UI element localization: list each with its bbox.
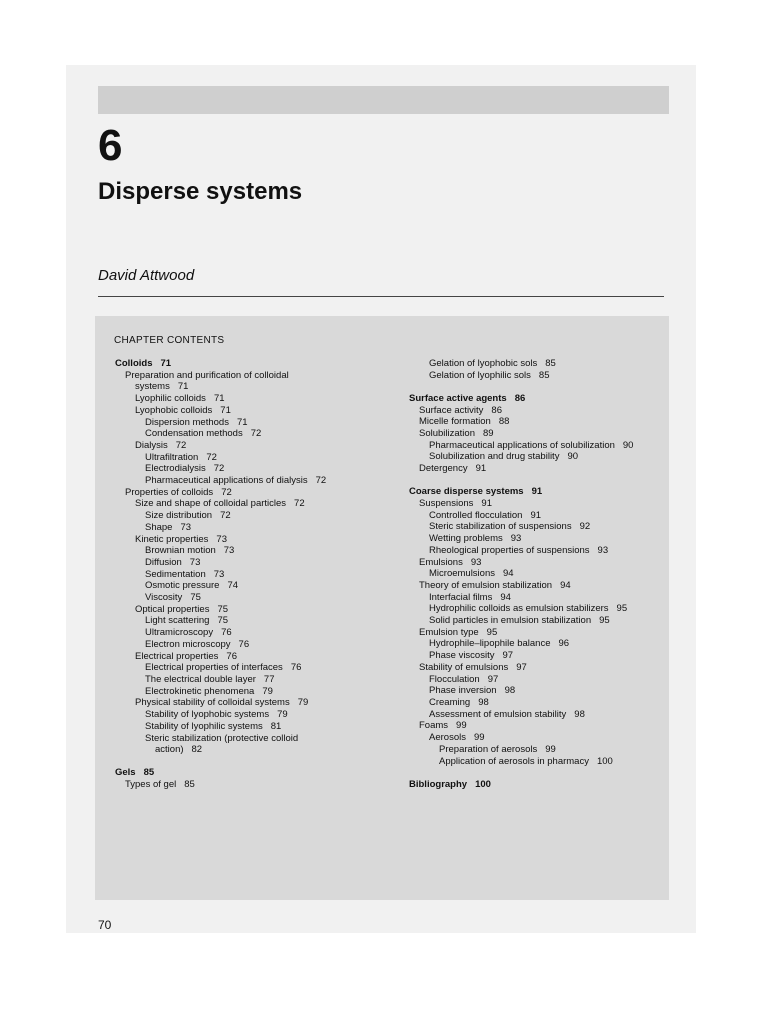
toc-entry-page: 91: [475, 463, 487, 475]
toc-entry-title: Optical properties: [135, 603, 210, 615]
toc-entry-title: Suspensions: [419, 498, 474, 510]
toc-entry: [115, 417, 395, 429]
toc-entry-title: Size and shape of colloidal particles: [135, 498, 287, 510]
toc-entry: [409, 440, 664, 452]
toc-entry-page: 76: [221, 627, 232, 639]
toc-entry-title: Ultramicroscopy: [145, 627, 214, 639]
toc-entry-title: Lyophilic colloids: [135, 393, 206, 405]
author-rule: [98, 296, 664, 297]
toc-entry: [409, 685, 664, 697]
toc-entry: [115, 463, 395, 475]
toc-entry: [115, 498, 395, 510]
toc-column-left: [115, 358, 395, 791]
toc-entry-page: 93: [510, 533, 522, 545]
toc-entry-page: 88: [498, 416, 510, 428]
toc-entry-page: 71: [160, 358, 172, 369]
toc-entry-title: Emulsions: [419, 556, 463, 568]
toc-section-heading: [115, 767, 395, 779]
chapter-title: Disperse systems: [98, 178, 303, 205]
toc-entry-title: Steric stabilization (protective colloid: [145, 732, 299, 744]
toc-entry-page: 91: [531, 486, 543, 498]
toc-entry-page: 72: [250, 428, 262, 440]
toc-entry-page: 86: [491, 404, 502, 416]
toc-entry-page: 77: [263, 673, 275, 685]
toc-entry-page: 72: [175, 439, 187, 451]
toc-entry-title: Stability of lyophobic systems: [145, 709, 270, 721]
toc-entry-title: Hydrophile–lipophile balance: [429, 638, 551, 650]
toc-entry: [115, 615, 395, 627]
toc-entry-title: Microemulsions: [429, 568, 495, 580]
toc-entry-title: Preparation and purification of colloidal: [125, 369, 289, 381]
toc-entry: [409, 358, 664, 370]
toc-entry-title: Coarse disperse systems: [409, 486, 524, 498]
toc-entry-title: Assessment of emulsion stability: [429, 708, 567, 720]
toc-entry: [115, 487, 395, 499]
toc-entry-title: Dialysis: [135, 439, 168, 451]
toc-entry: [115, 604, 395, 616]
toc-entry-page: 72: [221, 486, 232, 498]
toc-entry-page: 90: [622, 439, 634, 451]
toc-entry: [409, 732, 664, 744]
toc-entry-page: 72: [315, 475, 327, 487]
toc-entry-page: 93: [597, 544, 609, 556]
toc-entry-title: Micelle formation: [419, 416, 491, 428]
toc-entry: [409, 370, 664, 382]
toc-entry-title: Detergency: [419, 463, 468, 475]
toc-entry-title: The electrical double layer: [145, 673, 256, 685]
toc-entry: [115, 475, 395, 487]
toc-entry-title: Electron microscopy: [145, 638, 231, 650]
toc-entry: [409, 697, 664, 709]
toc-entry-title: Gels: [115, 767, 136, 779]
toc-entry-page: 71: [236, 416, 248, 428]
toc-entry: [115, 405, 395, 417]
toc-entry-page: 73: [189, 556, 201, 568]
toc-entry: [409, 580, 664, 592]
toc-entry: [115, 452, 395, 464]
toc-entry: [409, 650, 664, 662]
toc-entry-title: Surface activity: [419, 404, 484, 416]
toc-entry-page: 79: [297, 697, 309, 709]
toc-entry-title: Electrical properties: [135, 650, 219, 662]
toc-entry-title: Condensation methods: [145, 428, 243, 440]
toc-entry-page: 97: [516, 661, 527, 673]
toc-entry: [115, 674, 395, 686]
toc-entry-title: Types of gel: [125, 779, 177, 791]
toc-gap: [409, 767, 664, 779]
toc-entry-title: Size distribution: [145, 510, 213, 522]
toc-entry: [409, 405, 664, 417]
toc-entry: [115, 662, 395, 674]
toc-entry-page: 73: [216, 533, 227, 545]
toc-entry-title: Phase viscosity: [429, 650, 495, 662]
toc-entry-page: 71: [220, 404, 231, 416]
toc-section-heading: [409, 779, 664, 791]
toc-entry-page: 98: [478, 696, 489, 708]
toc-entry-page: 74: [227, 580, 239, 592]
toc-entry-page: 85: [538, 369, 550, 381]
toc-entry-title: Theory of emulsion stabilization: [419, 579, 553, 591]
toc-entry-title: Electrokinetic phenomena: [145, 685, 255, 697]
toc-entry: [409, 533, 664, 545]
toc-entry: [115, 510, 395, 522]
toc-entry-title: Steric stabilization of suspensions: [429, 521, 572, 533]
toc-entry-page: 95: [599, 615, 610, 627]
toc-entry-page: 72: [213, 463, 225, 475]
toc-entry-title: Emulsion type: [419, 626, 479, 638]
toc-entry-page: 75: [217, 603, 229, 615]
toc-entry-page: 100: [475, 778, 491, 790]
toc-entry-page: 75: [190, 592, 201, 604]
toc-entry-title: Pharmaceutical applications of dialysis: [145, 475, 308, 487]
toc-entry-title: Application of aerosols in pharmacy: [439, 755, 589, 767]
toc-entry-title: Lyophobic colloids: [135, 404, 213, 416]
toc-entry: [115, 779, 395, 791]
toc-entry-page: 85: [545, 358, 556, 369]
toc-entry: [115, 686, 395, 698]
toc-entry: [115, 440, 395, 452]
toc-entry: [409, 521, 664, 533]
toc-section-heading: [115, 358, 395, 370]
toc-entry-page: 99: [456, 720, 467, 732]
toc-entry-title: Sedimentation: [145, 568, 206, 580]
toc-entry: [115, 370, 395, 382]
toc-entry-title: Stability of lyophilic systems: [145, 720, 263, 732]
toc-entry: [409, 568, 664, 580]
toc-entry: [409, 545, 664, 557]
toc-entry: [115, 393, 395, 405]
chapter-header-bar: [98, 86, 669, 114]
toc-entry-page: 93: [470, 556, 482, 568]
toc-column-right: [409, 358, 664, 790]
toc-entry-title: Pharmaceutical applications of solubilization: [429, 439, 615, 451]
toc-entry-title: Kinetic properties: [135, 533, 209, 545]
toc-entry-title: Electrodialysis: [145, 463, 206, 475]
toc-entry-title: Diffusion: [145, 556, 182, 568]
toc-entry-title: Solubilization: [419, 428, 475, 440]
toc-entry-title: Gelation of lyophilic sols: [429, 369, 531, 381]
toc-entry: [115, 733, 395, 745]
toc-entry-title: Surface active agents: [409, 392, 507, 404]
toc-entry-title: Light scattering: [145, 615, 210, 627]
toc-entry-page: 95: [616, 603, 628, 615]
toc-entry-title: Hydrophilic colloids as emulsion stabilizers: [429, 603, 609, 615]
toc-entry-title: Flocculation: [429, 673, 480, 685]
toc-gap: [409, 381, 664, 393]
toc-entry-page: 97: [502, 650, 514, 662]
toc-entry-title: Phase inversion: [429, 685, 497, 697]
toc-entry-page: 85: [184, 779, 195, 791]
toc-entry: [115, 569, 395, 581]
toc-section-heading: [409, 486, 664, 498]
toc-entry-title: Osmotic pressure: [145, 580, 220, 592]
toc-entry-page: 86: [514, 392, 526, 404]
toc-section-heading: [409, 393, 664, 405]
toc-entry: [115, 428, 395, 440]
toc-entry: [115, 592, 395, 604]
toc-entry: [115, 522, 395, 534]
toc-entry: [409, 463, 664, 475]
toc-entry: [115, 381, 395, 393]
toc-entry: [115, 545, 395, 557]
toc-entry-page: 95: [486, 626, 498, 638]
toc-entry-title: Rheological properties of suspensions: [429, 544, 590, 556]
toc-entry-page: 100: [596, 755, 613, 767]
toc-entry: [409, 674, 664, 686]
toc-entry-title: Physical stability of colloidal systems: [135, 697, 290, 709]
toc-entry-page: 76: [290, 662, 302, 674]
toc-entry: [409, 603, 664, 615]
toc-entry-title: Foams: [419, 720, 449, 732]
toc-gap: [409, 475, 664, 487]
toc-gap: [115, 756, 395, 768]
toc-entry: [409, 498, 664, 510]
toc-entry-page: 71: [177, 381, 189, 393]
toc-entry-title: Solid particles in emulsion stabilization: [429, 615, 592, 627]
toc-entry-title: Interfacial films: [429, 591, 493, 603]
toc-entry: [115, 744, 395, 756]
toc-entry-page: 89: [482, 428, 494, 440]
toc-entry: [409, 720, 664, 732]
toc-entry-page: 98: [504, 685, 516, 697]
toc-entry-title: Bibliography: [409, 778, 468, 790]
toc-entry-page: 90: [567, 451, 579, 463]
toc-entry-title: Shape: [145, 521, 173, 533]
toc-entry: [115, 721, 395, 733]
chapter-number: 6: [98, 121, 123, 170]
page-number: 70: [98, 918, 112, 932]
toc-entry-page: 99: [473, 732, 485, 744]
toc-entry-page: 91: [481, 498, 492, 510]
chapter-author: David Attwood: [98, 267, 195, 284]
toc-entry-page: 96: [558, 638, 570, 650]
toc-entry: [409, 592, 664, 604]
toc-entry: [409, 428, 664, 440]
toc-entry-page: 75: [217, 615, 229, 627]
toc-entry-page: 81: [270, 720, 282, 732]
toc-entry: [409, 416, 664, 428]
toc-entry-page: 94: [503, 568, 514, 580]
toc-entry: [115, 557, 395, 569]
toc-entry-page: 73: [180, 521, 192, 533]
toc-entry: [409, 557, 664, 569]
toc-entry-title: Properties of colloids: [125, 486, 214, 498]
toc-entry: [409, 709, 664, 721]
toc-entry-page: 99: [545, 743, 556, 755]
toc-entry-title: Controlled flocculation: [429, 509, 523, 521]
toc-entry: [409, 615, 664, 627]
toc-entry-title: Ultrafiltration: [145, 451, 199, 463]
toc-entry: [115, 651, 395, 663]
toc-entry-page: 94: [500, 591, 511, 603]
toc-entry: [409, 744, 664, 756]
toc-entry-title: Preparation of aerosols: [439, 743, 538, 755]
toc-entry-page: 73: [213, 568, 225, 580]
toc-entry-page: 72: [220, 510, 231, 522]
toc-entry-title: action): [155, 744, 184, 756]
toc-entry: [409, 638, 664, 650]
toc-entry-page: 72: [206, 451, 217, 463]
toc-entry-page: 82: [191, 744, 203, 756]
toc-entry: [409, 662, 664, 674]
toc-entry-title: Aerosols: [429, 732, 466, 744]
toc-entry: [115, 639, 395, 651]
toc-entry-page: 92: [579, 521, 591, 533]
toc-entry-page: 97: [487, 673, 499, 685]
toc-entry: [115, 709, 395, 721]
toc-entry: [409, 510, 664, 522]
toc-entry-page: 85: [143, 767, 155, 779]
toc-entry-title: Stability of emulsions: [419, 661, 509, 673]
toc-entry-title: Electrical properties of interfaces: [145, 662, 283, 674]
toc-entry-page: 76: [238, 638, 250, 650]
toc-entry-page: 72: [294, 498, 305, 510]
toc-entry-title: Wetting problems: [429, 533, 503, 545]
toc-entry-title: systems: [135, 381, 170, 393]
toc-entry-page: 79: [262, 685, 273, 697]
toc-entry-page: 79: [277, 709, 288, 721]
toc-entry-page: 76: [226, 650, 237, 662]
toc-entry-title: Brownian motion: [145, 545, 216, 557]
toc-entry-title: Colloids: [115, 358, 153, 369]
toc-entry-page: 71: [213, 393, 225, 405]
toc-entry: [115, 534, 395, 546]
toc-entry-title: Creaming: [429, 696, 471, 708]
toc-entry: [115, 627, 395, 639]
toc-entry-page: 98: [574, 708, 585, 720]
toc-entry-page: 91: [530, 509, 542, 521]
toc-entry-page: 73: [223, 545, 235, 557]
toc-entry: [409, 756, 664, 768]
toc-entry-title: Dispersion methods: [145, 416, 229, 428]
toc-entry: [409, 451, 664, 463]
contents-heading: CHAPTER CONTENTS: [114, 335, 225, 346]
toc-entry-title: Solubilization and drug stability: [429, 451, 560, 463]
toc-entry-page: 94: [560, 579, 571, 591]
toc-entry-title: Viscosity: [145, 592, 183, 604]
toc-entry: [409, 627, 664, 639]
toc-entry: [115, 697, 395, 709]
toc-entry-title: Gelation of lyophobic sols: [429, 358, 538, 369]
toc-entry: [115, 580, 395, 592]
